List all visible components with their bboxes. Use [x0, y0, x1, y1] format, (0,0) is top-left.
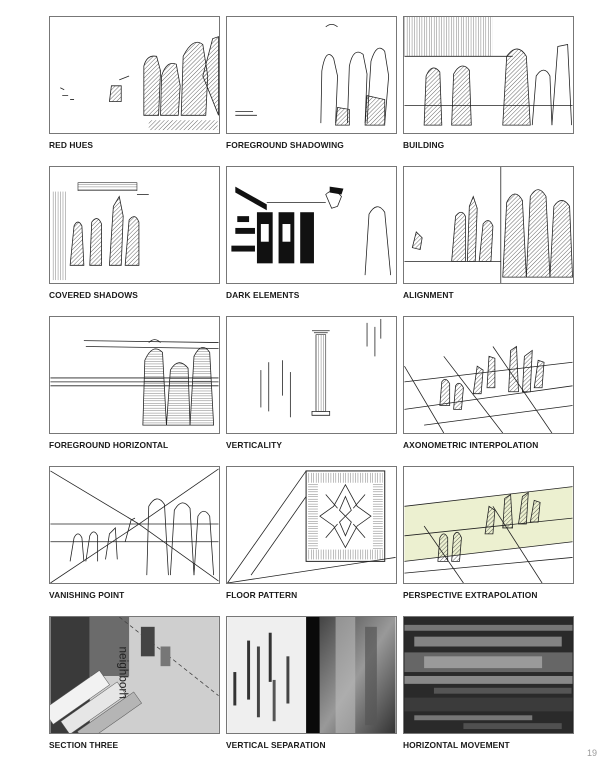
caption-foreground-shadowing: FOREGROUND SHADOWING: [226, 140, 344, 150]
caption-covered-shadows: COVERED SHADOWS: [49, 290, 138, 300]
caption-axonometric-interpolation: AXONOMETRIC INTERPOLATION: [403, 440, 539, 450]
caption-perspective-extrapolation: PERSPECTIVE EXTRAPOLATION: [403, 590, 538, 600]
panel-vanishing-point: [49, 466, 220, 584]
caption-vanishing-point: VANISHING POINT: [49, 590, 125, 600]
axonometric-interpolation-sketch: [404, 317, 573, 433]
building-sketch: [404, 17, 573, 133]
panel-vertical-separation: [226, 616, 397, 734]
dark-elements-sketch: [227, 167, 396, 283]
covered-shadows-sketch: [50, 167, 219, 283]
section-three-collage: [50, 617, 219, 733]
panel-building: [403, 16, 574, 134]
panel-foreground-shadowing: [226, 16, 397, 134]
panel-section-three: [49, 616, 220, 734]
svg-text:neighborh: neighborh: [116, 646, 130, 699]
floor-pattern-sketch: [227, 467, 396, 583]
caption-floor-pattern: FLOOR PATTERN: [226, 590, 298, 600]
caption-section-three: SECTION THREE: [49, 740, 119, 750]
perspective-extrapolation-sketch: [404, 467, 573, 583]
page-number: 19: [586, 748, 597, 758]
panel-verticality: [226, 316, 397, 434]
caption-dark-elements: DARK ELEMENTS: [226, 290, 300, 300]
caption-building: BUILDING: [403, 140, 445, 150]
horizontal-movement-collage: [404, 617, 573, 733]
panel-dark-elements: [226, 166, 397, 284]
panel-covered-shadows: [49, 166, 220, 284]
panel-horizontal-movement: [403, 616, 574, 734]
panel-perspective-extrapolation: [403, 466, 574, 584]
vanishing-point-sketch: [50, 467, 219, 583]
panel-floor-pattern: [226, 466, 397, 584]
foreground-shadowing-sketch: [227, 17, 396, 133]
caption-red-hues: RED HUES: [49, 140, 94, 150]
panel-foreground-horizontal: [49, 316, 220, 434]
foreground-horizontal-sketch: [50, 317, 219, 433]
panel-axonometric-interpolation: [403, 316, 574, 434]
caption-verticality: VERTICALITY: [226, 440, 283, 450]
caption-vertical-separation: VERTICAL SEPARATION: [226, 740, 326, 750]
caption-horizontal-movement: HORIZONTAL MOVEMENT: [403, 740, 510, 750]
alignment-sketch: [404, 167, 573, 283]
verticality-sketch: [227, 317, 396, 433]
red-hues-sketch: [50, 17, 219, 133]
caption-alignment: ALIGNMENT: [403, 290, 454, 300]
caption-foreground-horizontal: FOREGROUND HORIZONTAL: [49, 440, 169, 450]
panel-alignment: [403, 166, 574, 284]
panel-red-hues: [49, 16, 220, 134]
vertical-separation-collage: [227, 617, 396, 733]
